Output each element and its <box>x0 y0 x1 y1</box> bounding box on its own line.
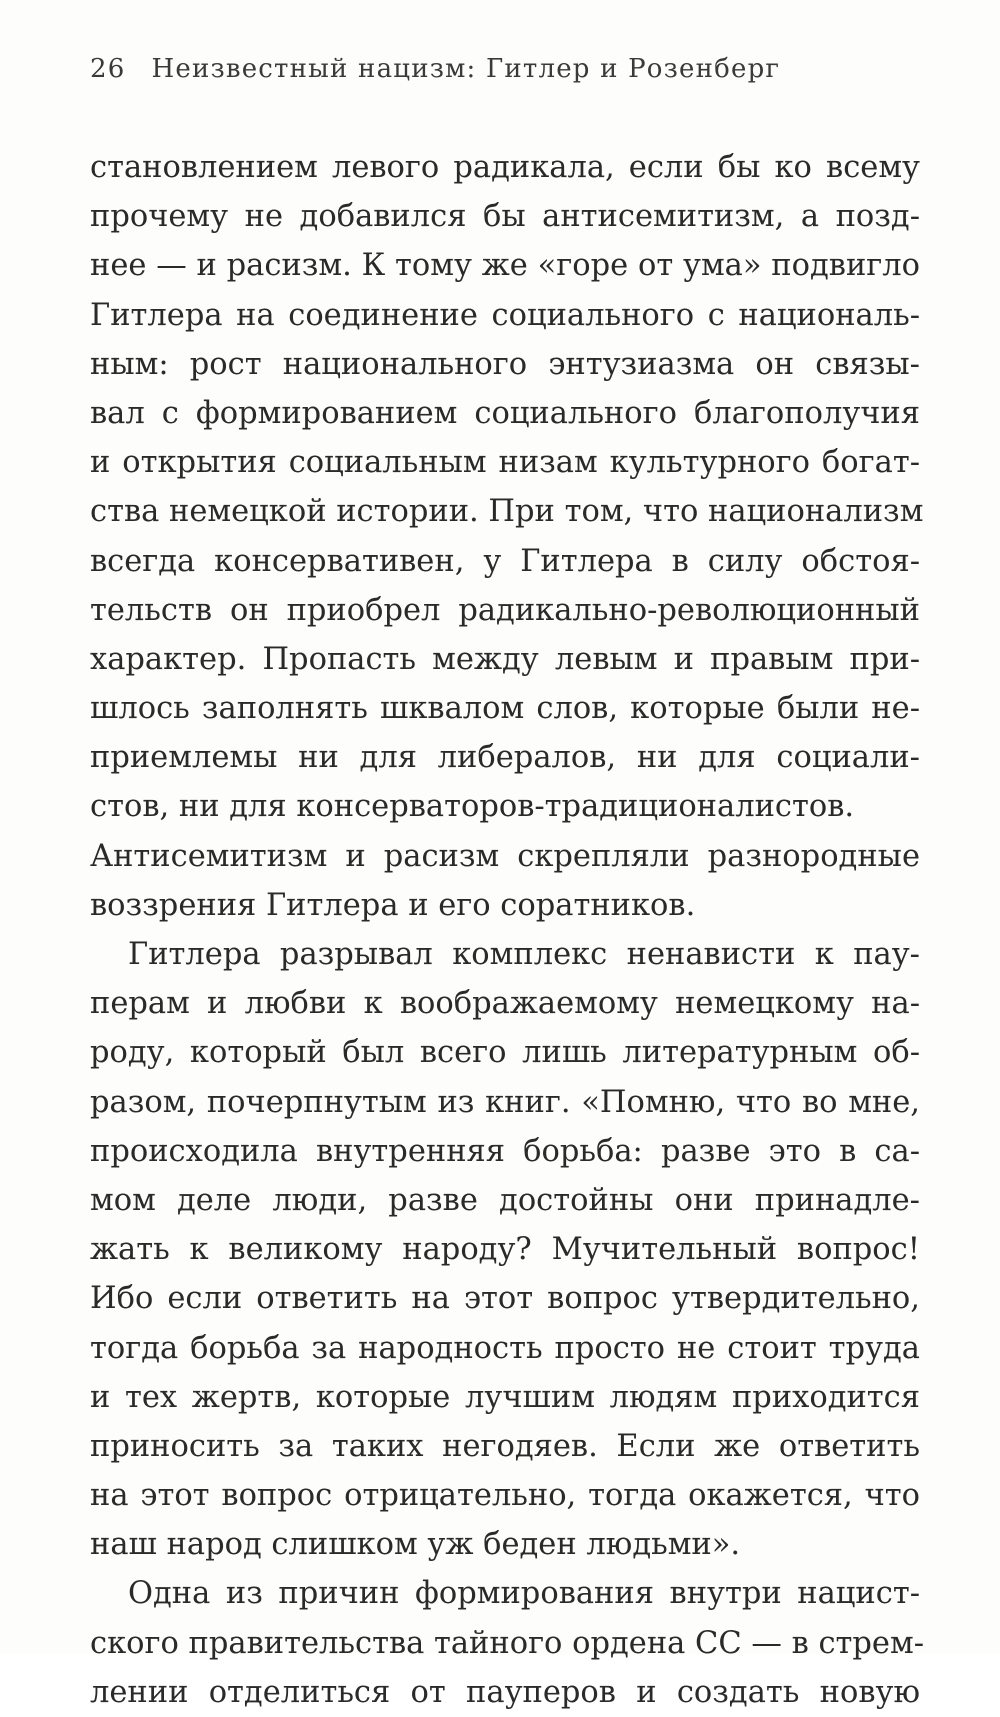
text-line: нее — и расизм. К тому же «горе от ума» подвигло <box>90 248 920 284</box>
text-line: жать к великому народу? Мучительный вопрос! <box>90 1232 920 1268</box>
text-line: ства немецкой истории. При том, что национализм <box>90 494 924 530</box>
text-line: Антисемитизм и расизм скрепляли разнородные <box>90 838 920 874</box>
text-line: прочему не добавился бы антисемитизм, а позд- <box>90 199 920 235</box>
text-line: на этот вопрос отрицательно, тогда окажется, что <box>90 1478 920 1514</box>
body-text <box>90 143 925 1717</box>
text-line: вал с формированием социального благополучия <box>90 395 920 431</box>
text-line: перам и любви к воображаемому немецкому на- <box>90 986 920 1022</box>
text-line: стов, ни для консерваторов-традиционалистов. <box>90 789 855 825</box>
text-line: разом, почерпнутым из книг. «Помню, что во мне, <box>90 1084 920 1120</box>
text-line: и тех жертв, которые лучшим людям приходится <box>90 1379 920 1415</box>
text-line: тогда борьба за народность просто не стоит труда <box>90 1330 920 1366</box>
text-line: шлось заполнять шквалом слов, которые были не- <box>90 691 920 727</box>
text-line: становлением левого радикала, если бы ко всему <box>90 150 920 185</box>
book-title: Неизвестный нацизм: Гитлер и Розенберг <box>151 54 781 84</box>
text-line: и открытия социальным низам культурного богат- <box>90 445 920 481</box>
paragraph-first-line: Гитлера разрывал комплекс ненависти к пау- <box>128 937 920 972</box>
paragraph-last-line: наш народ слишком уж беден людьми». <box>90 1527 741 1563</box>
text-line: характер. Пропасть между левым и правым при- <box>90 641 920 677</box>
text-line: Ибо если ответить на этот вопрос утвердительно, <box>90 1281 920 1317</box>
paragraph-last-line: воззрения Гитлера и его соратников. <box>90 887 696 923</box>
running-head <box>90 54 910 94</box>
text-line: роду, который был всего лишь литературным об- <box>90 1035 920 1071</box>
text-line: лении отделиться от пауперов и создать новую <box>90 1674 920 1710</box>
page-number: 26 <box>90 54 126 84</box>
text-line: всегда консервативен, у Гитлера в силу обстоя- <box>90 543 920 579</box>
text-line: тельств он приобрел радикально-революционный <box>90 592 920 628</box>
text-line: происходила внутренняя борьба: разве это в са- <box>90 1133 920 1169</box>
text-line: мом деле люди, разве достойны они принадле- <box>90 1182 920 1218</box>
text-line: Гитлера на соединение социального с националь- <box>90 297 920 333</box>
text-line: приемлемы ни для либералов, ни для социали- <box>90 740 920 776</box>
paragraph-first-line: Одна из причин формирования внутри нацист- <box>128 1576 920 1612</box>
text-line: ского правительства тайного ордена СС — в стрем- <box>90 1625 925 1661</box>
text-line: ным: рост национального энтузиазма он связы- <box>90 346 920 382</box>
text-line: приносить за таких негодяев. Если же ответить <box>90 1428 920 1464</box>
